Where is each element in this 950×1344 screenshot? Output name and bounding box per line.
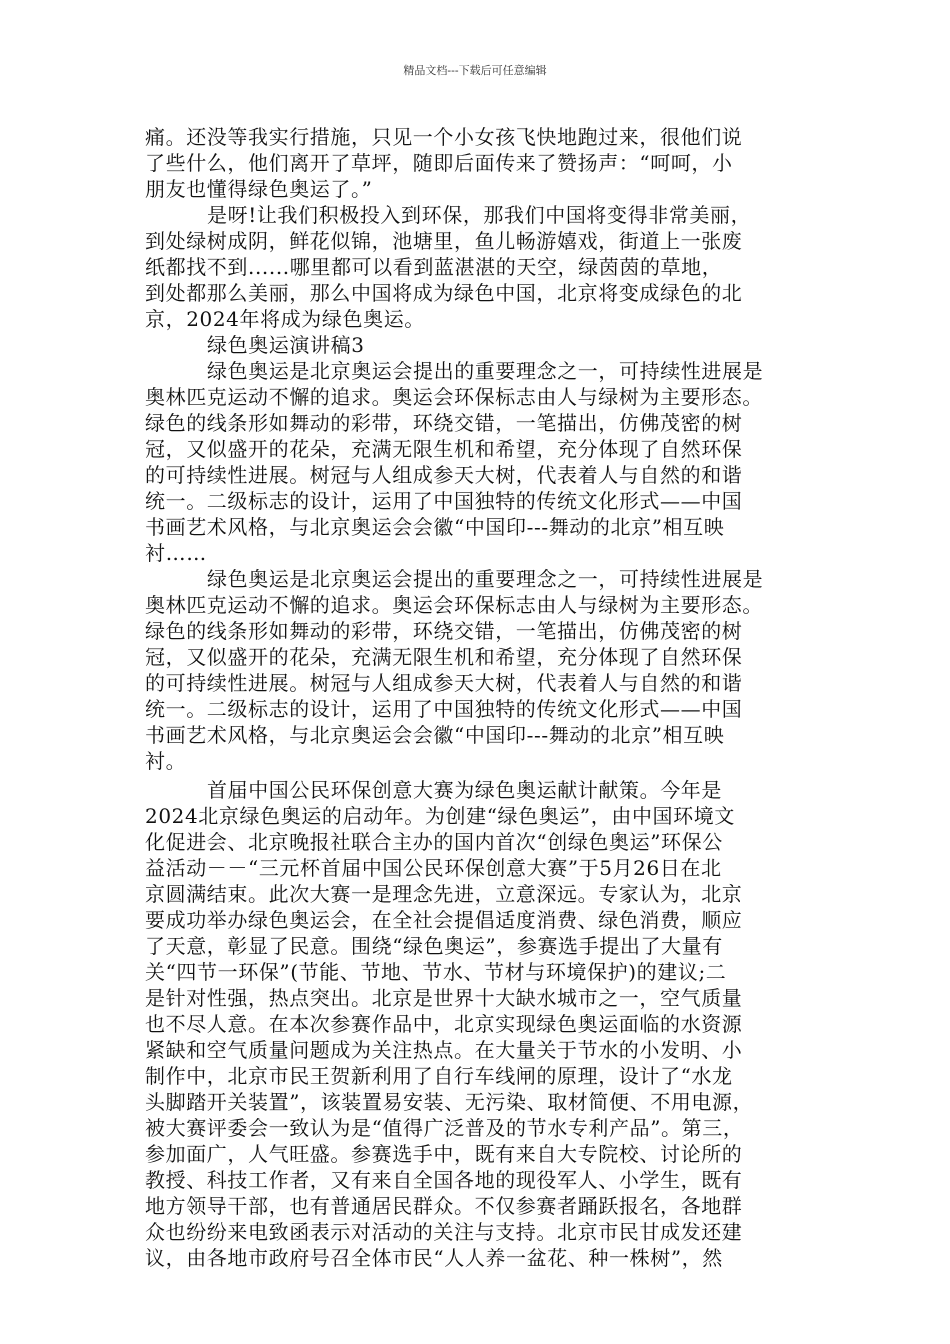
- text-line: 首届中国公民环保创意大赛为绿色奥运献计献策。今年是: [207, 778, 722, 802]
- text-line: 书画艺术风格，与北京奥运会会徽“中国印---舞动的北京”相互映: [145, 515, 725, 539]
- text-line: 统一。二级标志的设计，运用了中国独特的传统文化形式——中国: [145, 697, 743, 721]
- paragraph: [145, 777, 817, 1271]
- text-line: 绿色的线条形如舞动的彩带，环绕交错，一笔描出，仿佛茂密的树: [145, 411, 743, 435]
- text-line: 的可持续性进展。树冠与人组成参天大树，代表着人与自然的和谐: [145, 671, 743, 695]
- text-line: 统一。二级标志的设计，运用了中国独特的传统文化形式——中国: [145, 489, 743, 513]
- text-line: 绿色的线条形如舞动的彩带，环绕交错，一笔描出，仿佛茂密的树: [145, 619, 743, 643]
- text-line: 绿色奥运是北京奥运会提出的重要理念之一，可持续性进展是: [207, 359, 764, 383]
- text-line: 益活动－－“三元杯首届中国公民环保创意大赛”于5月26日在北: [145, 856, 722, 880]
- text-line: 奥林匹克运动不懈的追求。奥运会环保标志由人与绿树为主要形态。: [145, 385, 763, 409]
- text-line: 衬。: [145, 749, 187, 773]
- text-line: 参加面广，人气旺盛。参赛选手中，既有来自大专院校、讨论所的: [145, 1142, 743, 1166]
- text-line: 绿色奥运演讲稿3: [207, 333, 365, 357]
- text-line: 京，2024年将成为绿色奥运。: [145, 307, 425, 331]
- paragraph: [145, 358, 817, 566]
- text-line: 也不尽人意。在本次参赛作品中，北京实现绿色奥运面临的水资源: [145, 1012, 743, 1036]
- paragraph: [145, 202, 817, 332]
- text-line: 被大赛评委会一致认为是“值得广泛普及的节水专利产品”。第三，: [145, 1116, 744, 1140]
- text-line: 制作中，北京市民王贺新利用了自行车线闸的原理，设计了“水龙: [145, 1064, 733, 1088]
- text-line: 痛。还没等我实行措施，只见一个小女孩飞快地跑过来，很他们说: [145, 125, 743, 149]
- text-line: 到处绿树成阴，鲜花似锦，池塘里，鱼儿畅游嬉戏，街道上一张废: [145, 229, 743, 253]
- text-line: 是呀!让我们积极投入到环保，那我们中国将变得非常美丽，: [207, 203, 752, 227]
- paragraph: [145, 332, 817, 358]
- text-line: 冠，又似盛开的花朵，充满无限生机和希望，充分体现了自然环保: [145, 437, 743, 461]
- paragraph: [145, 124, 817, 202]
- page-header: 精品文档---下载后可任意编辑: [403, 64, 547, 77]
- paragraph: [145, 566, 817, 774]
- text-line: 冠，又似盛开的花朵，充满无限生机和希望，充分体现了自然环保: [145, 645, 743, 669]
- text-line: 2024北京绿色奥运的启动年。为创建“绿色奥运”，由中国环境文: [145, 804, 735, 828]
- text-line: 众也纷纷来电致函表示对活动的关注与支持。北京市民甘成发还建: [145, 1220, 743, 1244]
- text-line: 朋友也懂得绿色奥运了。”: [145, 177, 373, 201]
- text-line: 关“四节一环保”(节能、节地、节水、节材与环境保护)的建议;二: [145, 960, 727, 984]
- text-line: 纸都找不到......哪里都可以看到蓝湛湛的天空，绿茵茵的草地，: [145, 255, 723, 279]
- text-line: 头脚踏开关装置”，该装置易安装、无污染、取材简便、不用电源，: [145, 1090, 754, 1114]
- text-line: 衬……: [145, 541, 207, 565]
- text-line: 地方领导干部，也有普通居民群众。不仅参赛者踊跃报名，各地群: [145, 1194, 743, 1218]
- text-line: 绿色奥运是北京奥运会提出的重要理念之一，可持续性进展是: [207, 567, 764, 591]
- document-body: [145, 124, 817, 1271]
- text-line: 是针对性强，热点突出。北京是世界十大缺水城市之一，空气质量: [145, 986, 743, 1010]
- text-line: 化促进会、北京晚报社联合主办的国内首次“创绿色奥运”环保公: [145, 830, 723, 854]
- text-line: 紧缺和空气质量问题成为关注热点。在大量关于节水的小发明、小: [145, 1038, 743, 1062]
- text-line: 议，由各地市政府号召全体市民“人人养一盆花、种一株树”，然: [145, 1246, 723, 1270]
- text-line: 教授、科技工作者，又有来自全国各地的现役军人、小学生，既有: [145, 1168, 743, 1192]
- text-line: 了天意，彰显了民意。围绕“绿色奥运”，参赛选手提出了大量有: [145, 934, 723, 958]
- text-line: 到处都那么美丽，那么中国将成为绿色中国，北京将变成绿色的北: [145, 281, 743, 305]
- text-line: 奥林匹克运动不懈的追求。奥运会环保标志由人与绿树为主要形态。: [145, 593, 763, 617]
- text-line: 了些什么，他们离开了草坪，随即后面传来了赞扬声：“呵呵，小: [145, 151, 733, 175]
- text-line: 书画艺术风格，与北京奥运会会徽“中国印---舞动的北京”相互映: [145, 723, 725, 747]
- text-line: 的可持续性进展。树冠与人组成参天大树，代表着人与自然的和谐: [145, 463, 743, 487]
- text-line: 要成功举办绿色奥运会，在全社会提倡适度消费、绿色消费，顺应: [145, 908, 743, 932]
- text-line: 京圆满结束。此次大赛一是理念先进，立意深远。专家认为，北京: [145, 882, 743, 906]
